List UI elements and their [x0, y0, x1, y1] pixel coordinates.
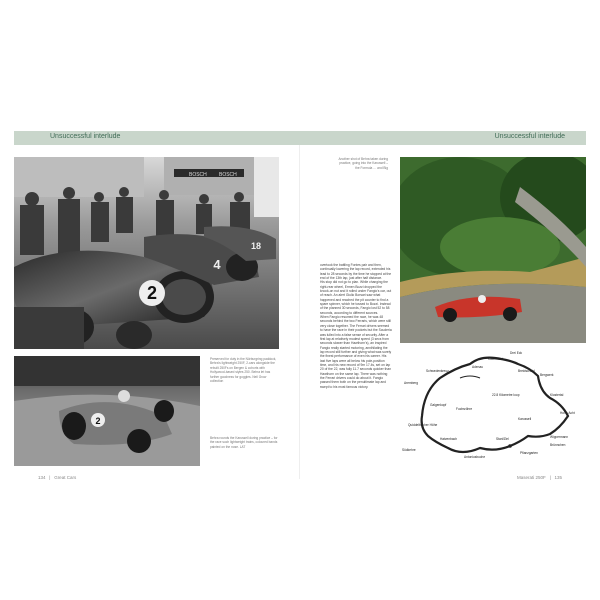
pits-car-number-mid: 4 [213, 257, 221, 272]
map-label-2: Hohe Acht [560, 411, 575, 415]
pits-car-number-back: 18 [250, 241, 262, 251]
running-header-right: Unsuccessful interlude [494, 133, 565, 140]
map-label-0: Kallenhard [488, 357, 504, 361]
map-label-antoniusbuche: Antoniusbuche [464, 455, 486, 459]
map-label-9: Klostertal [550, 393, 564, 397]
map-label-11: Karussell [518, 417, 532, 421]
body-text: overtook the battling Fontes pair and then, continually lowering the lap record, extended his lead to 28 seconds by the time he stopped at the end of the 13th lap, just after half distance. His stop did not go to plan. While changing the right-rear wheel, Ermen Bozzi dropped the knock-on nut and it rolled under Fangio's car, out of reach. An alert Giulio Borsari saw what happened and reached the pit counter to find a spare spinner, which he tossed to Bozzi. Instead of the planned 30 seconds, Fangio lost 52 to 58 seconds, according to different sources. When Fangio resumed the race, he was 48 seconds behind the two Ferraris, which were still very close together. The Ferrari drivers seemed to have the race in their pockets but the Scuderia was lulled into a false sense of security. After a first lap at relatively modest speed (3 secs from seconds slower than Hawthorn's), an inspired Fangio really started motoring, annihilating the lap record still further and giving what was surely the finest performance of even his career. His last five laps were all below his pole-position time, and his new record of 9m 17.4s, set on lap 20 of the 22, was fully 11.7 seconds quicker than Hawthorn on the same lap. There was nothing the Ferrari drivers could do about it. Fangio passed them both on the penultimate lap and swept to his most famous victory. [320, 263, 392, 389]
map-label-22: Fuchsröhre [456, 407, 473, 411]
footer-right: Maserati 250F | 135 [517, 475, 562, 480]
pits-photo [14, 157, 279, 349]
map-label-17: Hatzenbach [440, 437, 458, 441]
map-distance: 22.8 Kilometre loop [492, 393, 520, 397]
action-photo-image [14, 356, 200, 466]
map-start-finish: Start/Ziel [496, 437, 509, 441]
map-label-5: Bergwerk [540, 373, 554, 377]
color-race-photo-image [400, 157, 586, 343]
map-label-1: Drei Eck [510, 351, 523, 355]
page-gutter [299, 145, 300, 479]
pits-sign-2: BOSCH [219, 172, 237, 178]
circuit-map [400, 346, 586, 466]
action-car-number: 2 [95, 416, 101, 426]
footer-right-book: Maserati 250F [517, 475, 546, 480]
map-label-20: Schwedenkreuz [426, 369, 449, 373]
map-label-4: Wippermann [550, 435, 569, 439]
map-label-7: Breidscheid [518, 369, 535, 373]
map-label-galgenkopf: Galgenkopf [430, 403, 447, 407]
map-label-pflanzgarten: Pflanzgarten [520, 451, 538, 455]
footer-left-page: 134 [38, 475, 46, 480]
pits-sign: BOSCH [189, 172, 207, 178]
map-label-suedkehre: Südkehre [402, 448, 416, 452]
color-race-photo [400, 157, 586, 343]
circuit-map-svg [400, 346, 586, 466]
top-right-caption: Another shot of Behra taken during practice, going into the Karussell – the Formula … and Big [338, 157, 388, 170]
footer-left-book: Great Cars [54, 475, 77, 480]
footer-right-page: 135 [554, 475, 562, 480]
map-label-bruennchen: Brünnchen [550, 443, 566, 447]
map-label-3: Adenau [472, 365, 483, 369]
footer-left: 134 | Great Cars [38, 475, 77, 480]
pits-photo-image [14, 157, 279, 349]
action-photo [14, 356, 200, 466]
running-header-left: Unsuccessful interlude [50, 133, 121, 140]
pit-caption: Preserved for duty in the Nürburgring paddock, Behra's lightweight 250F, 2-cars alongside the rebuilt 250Fs on Bergen & cohorts with Hollywood-based styles 250. Behra let has further goodness for goggles. Neil Grow collection [210, 357, 277, 384]
pits-car-number-front: 2 [146, 283, 158, 303]
map-label-aremberg: Aremberg [404, 381, 418, 385]
map-label-18: Quiddelbacher Höhe [408, 423, 438, 427]
action-caption: Behra rounds the Karussell during practice – for the race such lightweight trains, coloured bands painted on the nose. LAT [210, 436, 278, 449]
